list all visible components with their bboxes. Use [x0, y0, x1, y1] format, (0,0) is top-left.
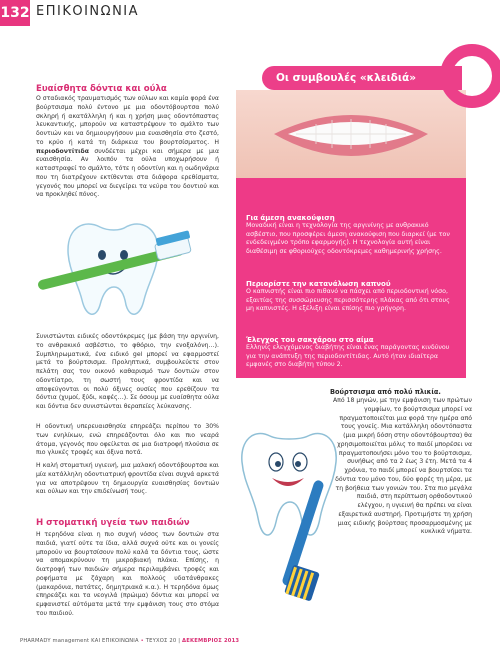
paragraph-sensitive-2: Συνιστώνται ειδικές οδοντόκρεμες (με βάση την αργινίνη, το ανθρακικό ασβέστιο, το φθόριο, την ενοξαλόνη…). Συμπληρωματικά, ένα ειδικό gel μπορεί να εφαρμοστεί μετά το βούρτσισμα. Προληπτικά, συμβουλεύετε στον πελάτη σας τον οικονό καθαρισμό των δοντιών στον οδοντίατρο, τη σωστή τους φροντίδα και να αποφεύγονται οι πολύ όξινες ουσίες που ερεθίζουν τα δόντια (χυμοί, ξύδι, καφές…). Σε όσουμ με ευαίσθητα ούλα και δόντια δεν συνιστώνται θεραπείες λεύκανσης.	[36, 333, 219, 410]
page-number: 132	[0, 0, 30, 26]
tip-text: Ο καπνιστής είναι πιο πιθανό να πάσχει από περιοδοντική νόσο, εξαιτίας της συσσώρευσης περισσότερης πλάκας από ότι στους μη καπνιστές. Η εξέλιξη είναι επίσης πιο γρήγορη.	[246, 288, 450, 313]
tooth-brush-illustration	[30, 205, 220, 325]
tip-heading: Περιορίστε την κατανάλωση καπνού	[246, 280, 391, 288]
tip-heading: Για άμεση ανακούφιση	[246, 214, 335, 222]
heading-kids-oral-health: Η στοματική υγεία των παιδιών	[36, 518, 190, 528]
tips-box	[236, 178, 466, 378]
paragraph-text: Ο σταδιακός τραυματισμός των ούλων και καμία φορά ένα βούρτσισμα πολύ έντονο με μια οδοντόβουρτσα πολύ σκληρή ή ακατάλληλη ή και η χρήση μιας οδοντόπαστας λευκαντικής, μπορούν να καταστρέψουν το σμάλτο των δοντιών και να δημιουργήσουν μια ευαισθησία στο ζεστό, το κρύο ή κατά τη διάρκεια του βουρτσίσματος. Η	[36, 95, 219, 146]
tip-text: Μοναδική είναι η τεχνολογία της αργινίνης με ανθρακικό ασβέστιο, που προσφέρει άμεση ανακούφιση που διαρκεί (με τον ενδεδειγμένο τρόπο εφαρμογής). Η τεχνολογία αυτή είναι διαθέσιμη σε φθοριούχες οδοντόκρεμες καθημερινής χρήσης.	[246, 222, 450, 255]
key-tips-tag: Οι συμβουλές «κλειδιά»	[262, 66, 462, 90]
kids-brushing-block	[330, 388, 472, 537]
footer-date: ΔΕΚΕΜΒΡΙΟΣ 2013	[182, 638, 240, 644]
tip-blood-sugar	[246, 336, 456, 370]
tip-text: Ελληνίς ελεγχόμενος διαβήτης είναι ένας παράγοντας κινδύνου για την ανάπτυξη της περιοδοντίτιδας. Αυτό ήταν ιδιαίτερα εμφανές στο διαβήτη τύπου 2.	[246, 344, 450, 369]
footer-publication: PHARMADY management ΚΑΙ ΕΠΙΚΟΙΝΩΝΙΑ	[20, 638, 139, 644]
bold-term-periodontitis: περιοδοντίτιδα	[36, 147, 89, 155]
heading-sensitive-teeth: Ευαίσθητα δόντια και ούλα	[36, 84, 167, 94]
paragraph-sensitive-3: Η οδοντική υπερευαισθησία επηρεάζει περίπου το 30% των ενηλίκων, ενώ επηρεάζονται όλο και πιο νεαρά άτομα, γεγονός που οφείλεται σε μια διατροφή πλούσια σε πιο γλυκές τροφές και όξινα ποτά.	[36, 423, 219, 457]
kids-heading: Βούρτσισμα από πολύ πλικία.	[330, 388, 441, 396]
footer-issue: ΤΕΥΧΟΣ 20 |	[145, 638, 181, 644]
paragraph-kids: Η τερηδόνα είναι η πιο συχνή νόσος των δοντιών στα παιδιά, γιατί ούτε τα ίδια, αλλά συχνά ούτε και οι γονείς μπορούν να βουρτσίσουν πολύ καλά τα δόντια τους, ώστε να απομακρύνουν τη μικροβιακή πλάκα. Επίσης, η διατροφή των παιδιών σήμερα περιλαμβάνει τροφές και ροφήματα με ζάχαρη και πολλούς υδατάνθρακες (μακαρόνια, πατάτες, δημητριακά κ.α.). Η τερηδόνα όμως επηρεάζει και τα νεογιλά (πρώιμα) δόντια και μπορεί να εμφανιστεί αύτόματα μετά την εμφάνιση τους στο στόμα του παιδιού.	[36, 531, 219, 617]
footer: PHARMADY management ΚΑΙ ΕΠΙΚΟΙΝΩΝΙΑ • ΤΕΥΧΟΣ 20 | ΔΕΚΕΜΒΡΙΟΣ 2013	[20, 638, 240, 644]
tip-heading: Έλεγχος του σακχάρου στο αίμα	[246, 336, 374, 344]
paragraph-sensitive-4: Η καλή στοματική υγιεινή, μια μαλακή οδοντόβουρτσα και μία κατάλληλη οδοντιατρική φροντίδα είναι συχνά αρκετά για να αποτρέψουν τη δημιουργία ευαισθησίας δοντιών και ούλων και την επιδείνωσή τους.	[36, 462, 219, 496]
paragraph-text: συνδέεται μέχρι και σήμερα με μια ευαισθησία. Αν λοιπόν τα ούλα υποχωρήσουν ή καταστραφεί το σμάλτο, τότε η οδοντίνη και η οωδηνάρια που τη διατρέχουν εκτίθενται στα διάφορα ερεθίσματα, γεγονός που μπορεί να διεγείρει τα νεύρα του δοντιού και να προκληθεί πόνος.	[36, 147, 220, 199]
kids-paragraph: Από 18 μηνών, με την εμφάνιση των πρώτων γομφίων, το βούρτσισμα μπορεί να πραγματοποιείται μια φορά την ημέρα από τους γονείς. Μια κατάλληλη οδοντόπαστα (μια μικρή δόση στην οδοντόβουρτσα) θα χρησιμοποιείται μόλις το παιδί μπορέσει να πραγματοποιήσει μόνο του το βούρτσισμα, συνήθως από τα 2 έως 3 έτη. Μετά τα 4 χρόνια, το παιδί μπορεί να βουρτσίσει τα δόντια του μόνο του, δύο φορές τη μέρα, με τη βοήθεια των γονιών του. Στα πιο μεγάλα παιδιά, στη περίπτωση ορθοδοντικού ελέγχου, η υγιεινή θα πρέπει να είναι εξαιρετικά αυστηρή. Προτιμήστε τη χρήση μιας ειδικής βούρτσας προσαρμοσμένης με κυκλικά νήματα.	[332, 397, 472, 536]
tip-instant-relief	[246, 214, 456, 256]
tip-smoking	[246, 280, 456, 314]
section-title: ΕΠΙΚΟΙΝΩΝΙΑ	[36, 4, 140, 19]
smile-photo	[236, 90, 466, 178]
cartoon-tooth-illustration	[236, 418, 348, 608]
paragraph-sensitive-1	[36, 95, 219, 200]
